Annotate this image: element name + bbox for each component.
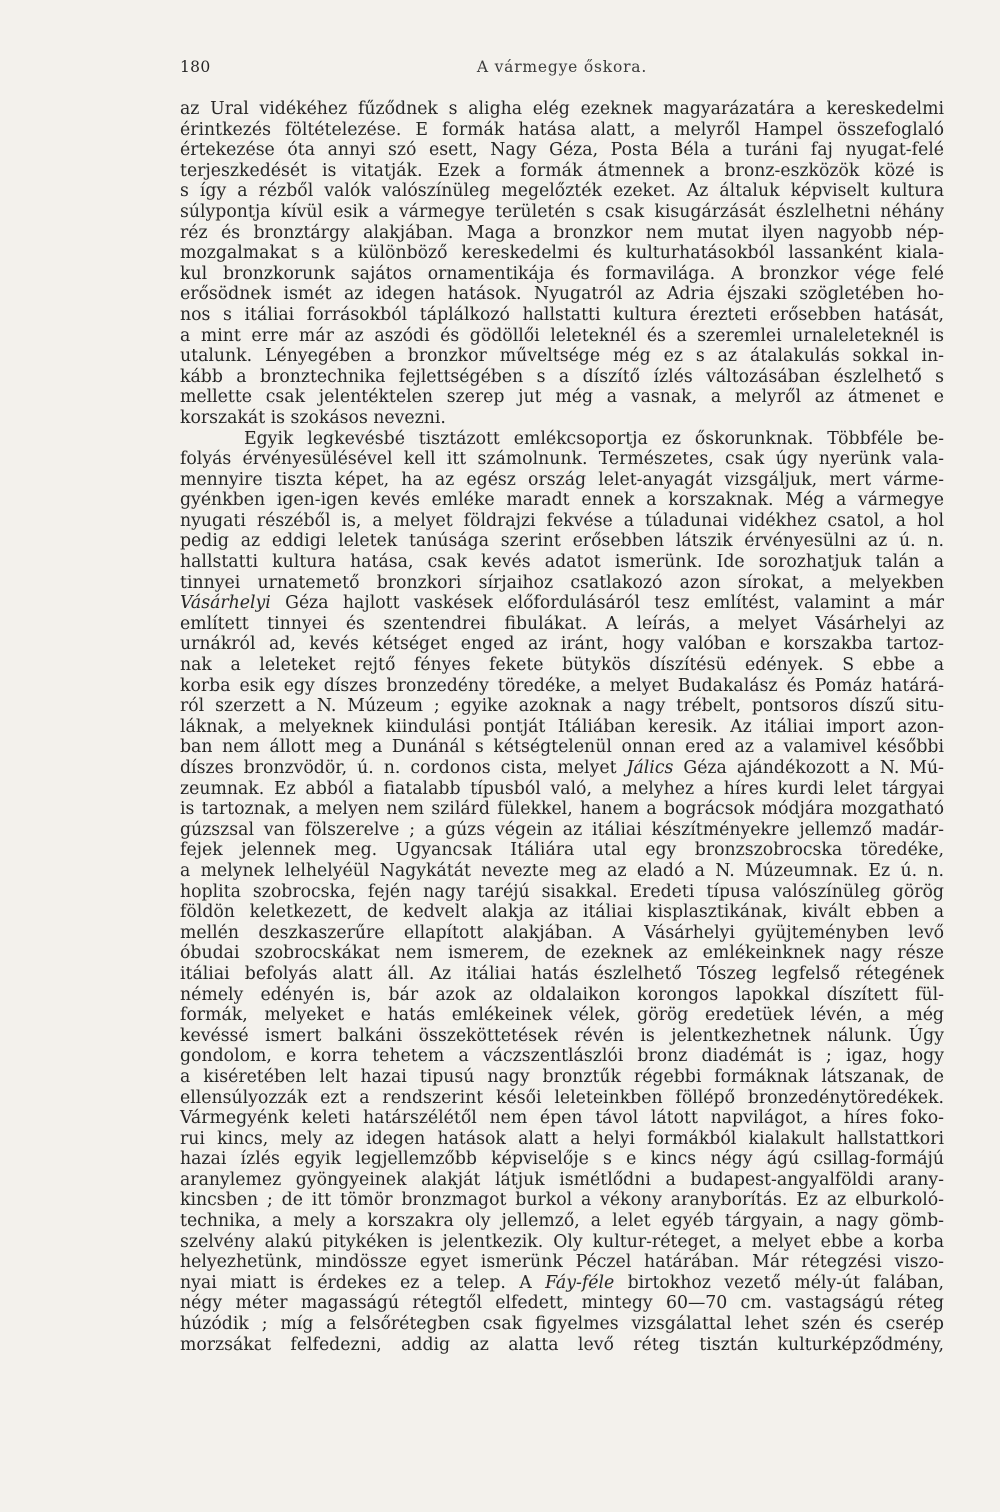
text-line: pedig az eddigi leletek tanúsága szerint erősebben látszik érvényesülni az ú. n. [180,531,944,552]
text-line: kább a bronztechnika fejlettségében s a díszítő ízlés változásában észlelhető s [180,366,944,387]
text-line: mellén deszkaszerűre ellapított alakjában. A Vásárhelyi gyüjteményben levő [180,922,944,943]
text-line: ról szerzett a N. Múzeum ; egyike azoknak a nagy trébelt, pontsoros díszű situ- [180,696,944,717]
text-line: óbudai szobrocskákat nem ismerem, de ezeknek az emlékeinknek nagy része [180,943,944,964]
italic-name: Jálics [626,758,674,778]
text-line: korba esik egy díszes bronzedény töredéke, a melyet Budakalász és Pomáz határá- [180,675,944,696]
text-line: aranylemez gyöngyeinek alakját látjuk ismétlődni a budapest-angyalföldi arany- [180,1169,944,1190]
text-line: folyás érvényesülésével kell itt számolnunk. Természetes, csak úgy nyerünk vala- [180,449,944,470]
text-line [180,758,944,779]
text-line: szelvény alakú pitykéken is jelentkezik. Oly kultur-réteget, a melyet ebbe a korba [180,1231,944,1252]
text-line: láknak, a melyeknek kiindulási pontját Itáliában keresik. Az itáliai import azon- [180,716,944,737]
text-line: utalunk. Lényegében a bronzkor műveltsége még ez s az átalakulás sokkal in- [180,346,944,367]
text-line: morzsákat felfedezni, addig az alatta levő réteg tisztán kulturképződmény, [180,1334,944,1355]
text-line: mennyire tiszta képet, ha az egész ország lelet-anyagát vizsgáljuk, mert várme- [180,469,944,490]
text-line: az Ural vidékéhez fűződnek s aligha elég ezeknek magyarázatára a kereskedelmi [180,99,944,119]
page-header [180,58,944,84]
body-text [180,99,944,1355]
text-span: Géza ajándékozott a N. Mú- [683,758,944,778]
text-line: s így a rézből valók valószínüleg megelőzték ezeket. Az általuk képviselt kultura [180,181,944,202]
text-line: a mint erre már az aszódi és gödöllői leleteknél és a szeremlei urnaleleteknél is [180,325,944,346]
text-line: négy méter magasságú rétegtől elfedett, mintegy 60—70 cm. vastagságú réteg [180,1293,944,1314]
text-line: hallstatti kultura hatása, csak kevés adatot ismerünk. Ide sorozhatjuk talán a [180,552,944,573]
text-line: Vármegyénk keleti határszélétől nem épen távol látott napvilágot, a híres foko- [180,1108,944,1129]
text-line: terjeszkedését is vitatják. Ezek a formák átmennek a bronz-eszközök közé is [180,160,944,181]
text-line: nak a leleteket rejtő fényes fekete bütykös díszítésü edények. S ebbe a [180,655,944,676]
text-line: Egyik legkevésbé tisztázott emlékcsoportja ez őskorunknak. Többféle be- [244,428,944,449]
text-line: súlypontja kívül esik a vármegye területén s csak kisugárzását észlelhetni néhány [180,201,944,222]
text-line: kevéssé ismert balkáni összeköttetések révén is jelentkezhetnek nálunk. Úgy [180,1025,944,1046]
text-line: hazai ízlés egyik legjellemzőbb képviselője s e kincs négy ágú csillag-formájú [180,1149,944,1170]
text-line: erősödnek ismét az idegen hatások. Nyugatról az Adria éjszaki szögletében ho- [180,284,944,305]
text-line: gyénkben igen-igen kevés emléke maradt ennek a korszaknak. Még a vármegye [180,490,944,511]
italic-name: Vásárhelyi [180,593,271,614]
text-line [180,1273,944,1294]
text-line: mellette csak jelentéktelen szerep jut még a vasnak, a melyről az átmenet e [180,387,944,408]
text-span: Géza hajlott vaskések előfordulásáról tesz említést, valamint a már [285,593,944,614]
text-line: földön keletkezett, de kedvelt alakja az itáliai kisplasztikának, kivált ebben a [180,902,944,923]
italic-name: Fáy-féle [545,1272,615,1293]
text-line: értekezése óta annyi szó esett, Nagy Géza, Posta Béla a turáni faj nyugat-felé [180,140,944,161]
text-line: kul bronzkorunk sajátos ornamentikája és formavilága. A bronzkor vége felé [180,263,944,284]
text-line: ban nem állott meg a Dunánál s kétségtelenül onnan ered az a valamivel későbbi [180,737,944,758]
text-line: hoplita szobrocska, fején nagy taréjú sisakkal. Eredeti típusa valószínüleg görög [180,881,944,902]
text-line: is tartoznak, a melyen nem szilárd fülekkel, hanem a bográcsok módjára mozgatható [180,799,944,820]
text-line: a melynek lelhelyéül Nagykátát nevezte meg az eladó a N. Múzeumnak. Ez ú. n. [180,860,944,881]
text-line: gondolom, e korra tehetem a váczszentlászlói bronz diadémát is ; igaz, hogy [180,1046,944,1067]
text-line: ellensúlyozzák ezt a rendszerint késői leleteinkben föllépő bronzedénytöredékek. [180,1087,944,1108]
page-number: 180 [180,58,211,76]
text-line: zeumnak. Ez abból a fiatalabb típusból való, a melyhez a híres kurdi lelet tárgyai [180,778,944,799]
text-line: technika, a mely a korszakra oly jellemző, a lelet egyéb tárgyain, a nagy gömb- [180,1211,944,1232]
text-line: némely edényén is, bár azok az oldalaikon korongos lapokkal díszített fül- [180,984,944,1005]
text-line: gúzszsal van fölszerelve ; a gúzs végein az itáliai készítményekre jellemző madár- [180,819,944,840]
text-line: urnákról ad, kevés kétséget enged az iránt, hogy valóban e korszakba tartoz- [180,634,944,655]
text-line: mozgalmakat s a különböző kereskedelmi és kulturhatásokból lassanként kiala- [180,243,944,264]
text-line: réz és bronztárgy alakjában. Maga a bronzkor nem mutat ilyen nagyobb nép- [180,222,944,243]
text-line: említett tinnyei és szentendrei fibulákat. A leírás, a melyet Vásárhelyi az [180,613,944,634]
text-line: rui kincs, mely az idegen hatások alatt a helyi formákból kialakult hallstattkori [180,1128,944,1149]
text-line: nyugati részéből is, a melyet földrajzi fekvése a túladunai vidékhez csatol, a hol [180,510,944,531]
text-line: fejek jelennek meg. Ugyancsak Itáliára utal egy bronzszobrocska töredéke, [180,840,944,861]
text-line: helyezhetünk, mindössze egyet ismerünk Péczel határában. Már rétegzési viszo- [180,1252,944,1273]
running-title: A vármegye őskora. [476,58,648,76]
text-line: tinnyei urnatemető bronzkori sírjaihoz csatlakozó azon sírokat, a melyekben [180,572,944,593]
text-span: birtokhoz vezető mély-út falában, [627,1272,945,1293]
text-line: a kiséretében lelt hazai tipusú nagy bronztűk régebbi formáknak látszanak, de [180,1066,944,1087]
text-span: nyai miatt is érdekes ez a telep. A [180,1272,532,1293]
text-line: formák, melyeket e hatás emlékeinek vélek, görög eredetüek lévén, a még [180,1005,944,1026]
text-line: érintkezés föltételezése. E formák hatása alatt, a melyről Hampel összefoglaló [180,119,944,140]
text-line: húzódik ; míg a felsőrétegben csak figyelmes vizsgálattal lehet szén és cserép [180,1314,944,1335]
text-line: korszakát is szokásos nevezni. [180,407,446,428]
text-line: nos s itáliai forrásokból táplálkozó hallstatti kultura érezteti erősebben hatását, [180,304,944,325]
text-line [180,593,944,614]
text-line: itáliai befolyás alatt áll. Az itáliai hatás észlelhető Tószeg legfelső rétegének [180,963,944,984]
text-line: kincsben ; de itt tömör bronzmagot burkol a vékony aranyborítás. Ez az elburkoló- [180,1190,944,1211]
text-span: díszes bronzvödör, ú. n. cordonos cista, melyet [180,758,617,778]
